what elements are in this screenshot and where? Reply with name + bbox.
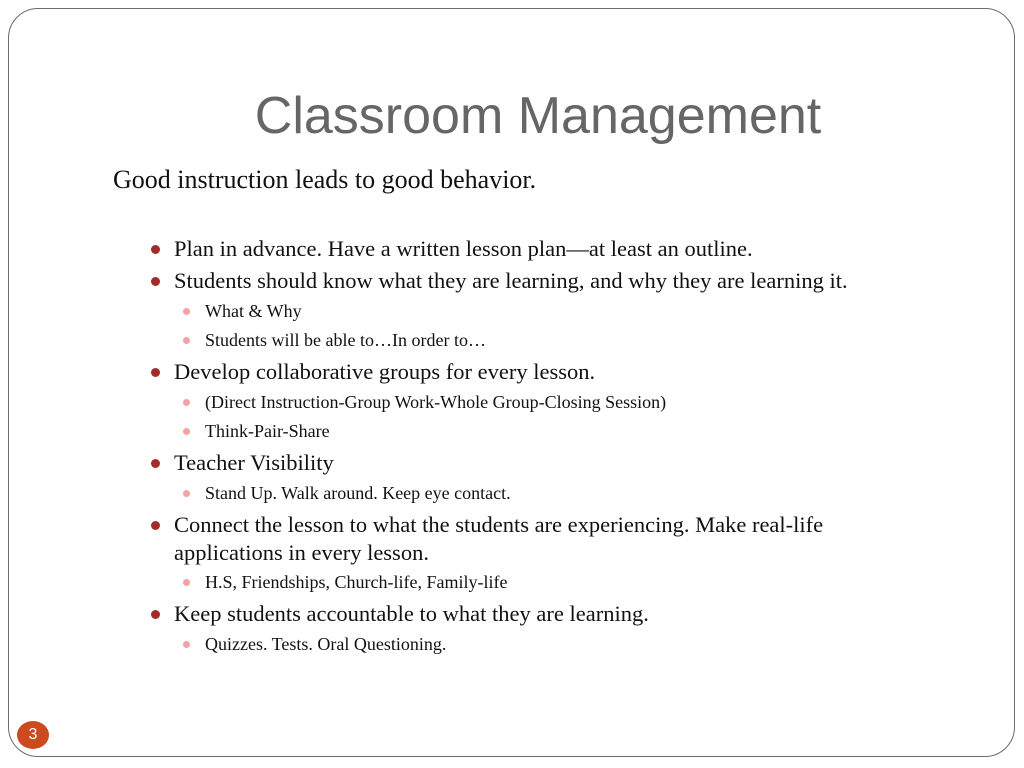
bullet-dot-icon: [151, 368, 160, 377]
list-item-text: Teacher Visibility: [174, 450, 334, 475]
list-item: [174, 511, 934, 567]
bullet-dot-icon: [151, 459, 160, 468]
page-number-badge: 3: [17, 721, 49, 749]
bullet-dot-icon: [151, 245, 160, 254]
list-item: [174, 235, 934, 263]
bullet-dot-icon: [183, 428, 190, 435]
slide-intro: Good instruction leads to good behavior.: [113, 165, 537, 194]
list-item-text: Connect the lesson to what the students are experiencing. Make real-life applications in every lesson.: [174, 512, 824, 565]
list-item: [205, 328, 965, 352]
bullet-dot-icon: [183, 308, 190, 315]
list-item: [174, 449, 934, 477]
list-item: [205, 390, 965, 414]
bullet-dot-icon: [183, 641, 190, 648]
list-item: [174, 358, 934, 386]
list-item: [205, 299, 965, 323]
bullet-dot-icon: [183, 337, 190, 344]
bullet-dot-icon: [183, 399, 190, 406]
list-item-text: Plan in advance. Have a written lesson plan—at least an outline.: [174, 236, 753, 261]
list-item-text: Stand Up. Walk around. Keep eye contact.: [205, 483, 511, 503]
list-item: [205, 570, 965, 594]
list-item: [174, 600, 934, 628]
bullet-dot-icon: [151, 277, 160, 286]
list-item: [174, 267, 934, 295]
list-item-text: Students will be able to…In order to…: [205, 330, 486, 350]
list-item-text: What & Why: [205, 301, 302, 321]
bullet-dot-icon: [183, 579, 190, 586]
bullet-dot-icon: [151, 521, 160, 530]
list-item-text: Think-Pair-Share: [205, 421, 330, 441]
bullet-dot-icon: [183, 490, 190, 497]
list-item-text: Students should know what they are learning, and why they are learning it.: [174, 268, 848, 293]
list-item-text: H.S, Friendships, Church-life, Family-life: [205, 572, 508, 592]
list-item-text: Develop collaborative groups for every lesson.: [174, 359, 596, 384]
list-item: [205, 632, 965, 656]
bullet-dot-icon: [151, 610, 160, 619]
list-item-text: (Direct Instruction-Group Work-Whole Group-Closing Session): [205, 392, 667, 412]
list-item-text: Quizzes. Tests. Oral Questioning.: [205, 634, 447, 654]
slide-title: Classroom Management: [254, 87, 822, 145]
list-item: [205, 481, 965, 505]
list-item-text: Keep students accountable to what they are learning.: [174, 601, 649, 626]
list-item: [205, 419, 965, 443]
